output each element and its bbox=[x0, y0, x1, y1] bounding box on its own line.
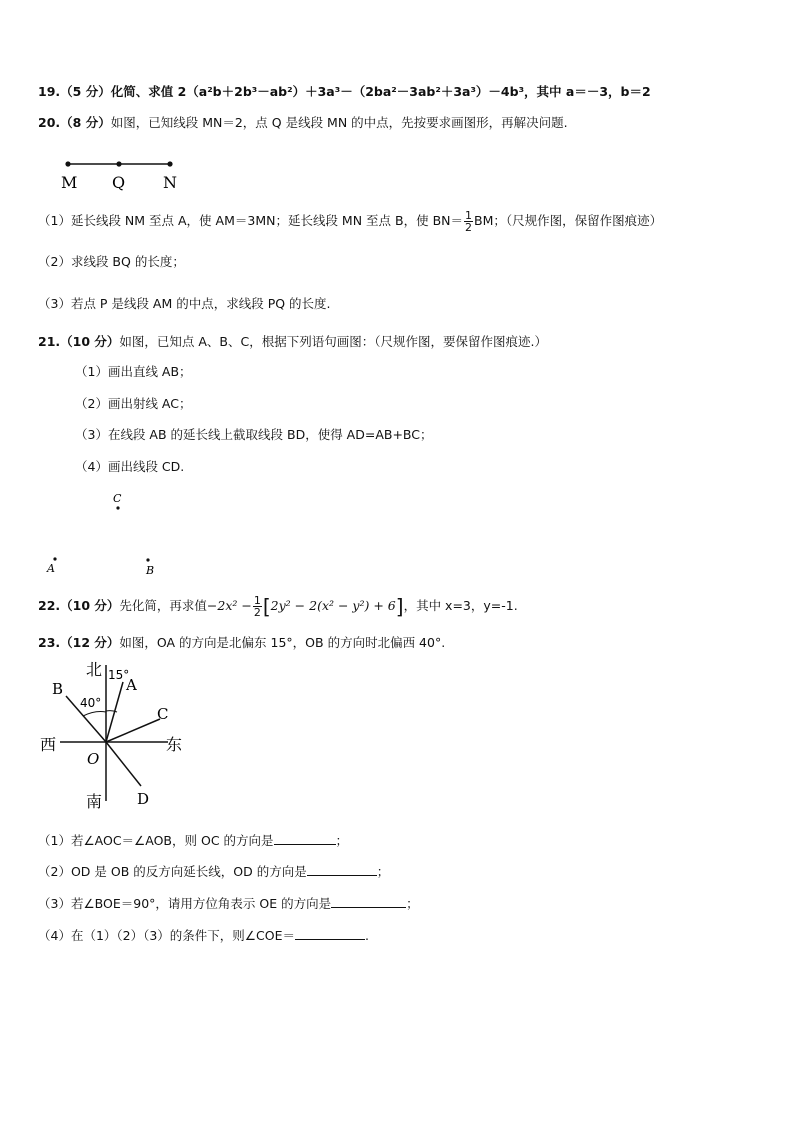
q22-right-bracket: ] bbox=[395, 594, 404, 619]
point-q-dot bbox=[116, 161, 121, 166]
label-n: N bbox=[163, 173, 177, 192]
question-20 bbox=[38, 114, 568, 132]
question-21 bbox=[38, 333, 547, 351]
ray-oa bbox=[106, 682, 123, 742]
question-22 bbox=[38, 595, 518, 618]
q23-answer-blank-4[interactable] bbox=[295, 927, 365, 940]
q21-item-3: （3）在线段 AB 的延长线上截取线段 BD，使得 AD=AB+BC； bbox=[75, 427, 433, 442]
q22-expr-a: −2x² − bbox=[206, 598, 252, 613]
ray-od bbox=[106, 742, 141, 786]
q22-fraction bbox=[253, 595, 262, 618]
q20-part-2: （2）求线段 BQ 的长度； bbox=[38, 254, 185, 269]
label-c: C bbox=[113, 492, 122, 505]
q20-score: （8 分） bbox=[60, 115, 111, 130]
label-ray-b: B bbox=[52, 680, 64, 698]
label-west: 西 bbox=[40, 735, 57, 754]
q20-part-3: （3）若点 P 是线段 AM 的中点，求线段 PQ 的长度. bbox=[38, 296, 331, 311]
q20-p1-prefix: （1）延长线段 NM 至点 A，使 AM＝3MN；延长线段 MN 至点 B，使 BN＝ bbox=[38, 213, 463, 228]
q23-item-2-end: ； bbox=[376, 864, 390, 879]
point-a-dot bbox=[53, 557, 56, 560]
label-a: A bbox=[47, 562, 55, 575]
question-19 bbox=[38, 83, 651, 101]
label-origin-o: O bbox=[87, 750, 100, 768]
q23-answer-blank-1[interactable] bbox=[274, 832, 336, 845]
q23-number: 23. bbox=[38, 635, 61, 650]
q23-item-3-end: ； bbox=[406, 896, 419, 911]
q22-frac-den: 2 bbox=[253, 606, 261, 619]
q21-item-4: （4）画出线段 CD. bbox=[75, 459, 185, 474]
q23-text: 如图，OA 的方向是北偏东 15°，OB 的方向时北偏西 40°. bbox=[119, 635, 446, 650]
q19-text: 化简、求值 2（a²b＋2b³－ab²）＋3a³－（2ba²－3ab²＋3a³）－4b³，其中 a＝－3，b＝2 bbox=[110, 84, 651, 99]
angle-arc-40 bbox=[83, 712, 106, 717]
label-angle-40: 40° bbox=[80, 696, 102, 710]
label-ray-c: C bbox=[157, 705, 169, 723]
label-angle-15: 15° bbox=[108, 668, 130, 682]
q20-p1-frac-den: 2 bbox=[465, 221, 472, 234]
q20-number: 20. bbox=[38, 115, 61, 130]
q20-p1-suffix: BM；（尺规作图，保留作图痕迹） bbox=[474, 213, 663, 228]
label-ray-a: A bbox=[126, 676, 137, 694]
q21-number: 21. bbox=[38, 334, 61, 349]
question-23 bbox=[38, 634, 445, 652]
q23-score: （12 分） bbox=[60, 635, 120, 650]
point-m-dot bbox=[65, 161, 70, 166]
point-n-dot bbox=[167, 161, 172, 166]
label-b: B bbox=[146, 564, 155, 577]
q22-frac-num: 1 bbox=[253, 594, 261, 607]
q20-p1-frac-num: 1 bbox=[465, 209, 472, 222]
q23-item-2 bbox=[38, 863, 389, 881]
q23-item-1-end: ； bbox=[335, 833, 349, 848]
q22-expr-b: 2y² − 2(x² − y²) + 6 bbox=[270, 598, 396, 613]
label-ray-d: D bbox=[137, 790, 150, 808]
q21-score: （10 分） bbox=[60, 334, 120, 349]
segment-mn-figure bbox=[55, 155, 195, 195]
q23-item-1 bbox=[38, 832, 348, 850]
q20-p1-fraction bbox=[464, 210, 473, 233]
q23-item-4 bbox=[38, 927, 369, 945]
point-c-dot bbox=[116, 506, 119, 509]
q23-item-4-end: . bbox=[364, 928, 369, 943]
label-m: M bbox=[61, 173, 78, 192]
label-east: 东 bbox=[166, 735, 183, 754]
q20-text: 如图，已知线段 MN＝2，点 Q 是线段 MN 的中点，先按要求画图形，再解决问题. bbox=[110, 115, 568, 130]
direction-diagram bbox=[38, 655, 198, 815]
q20-part-1 bbox=[38, 210, 662, 233]
points-abc-figure bbox=[40, 488, 170, 578]
q21-text: 如图，已知点 A、B、C，根据下列语句画图：（尺规作图，要保留作图痕迹.） bbox=[119, 334, 547, 349]
q21-item-1: （1）画出直线 AB； bbox=[75, 364, 192, 379]
q23-answer-blank-2[interactable] bbox=[307, 863, 377, 876]
q22-score: （10 分） bbox=[60, 598, 120, 613]
q23-item-4-text: （4）在（1）（2）（3）的条件下，则∠COE＝ bbox=[38, 928, 295, 943]
label-q: Q bbox=[112, 173, 126, 192]
q23-item-2-text: （2）OD 是 OB 的反方向延长线，OD 的方向是 bbox=[38, 864, 307, 879]
q22-pre: 先化简，再求值 bbox=[119, 598, 207, 613]
q22-number: 22. bbox=[38, 598, 61, 613]
q23-item-3 bbox=[38, 895, 419, 913]
q22-left-bracket: [ bbox=[262, 594, 271, 619]
q21-item-2: （2）画出射线 AC； bbox=[75, 396, 192, 411]
q23-item-1-text: （1）若∠AOC＝∠AOB，则 OC 的方向是 bbox=[38, 833, 274, 848]
ray-oc bbox=[106, 719, 160, 742]
q22-post: ，其中 x=3，y=-1. bbox=[403, 598, 518, 613]
label-north: 北 bbox=[86, 660, 103, 679]
q23-answer-blank-3[interactable] bbox=[331, 895, 406, 908]
q23-item-3-text: （3）若∠BOE＝90°，请用方位角表示 OE 的方向是 bbox=[38, 896, 332, 911]
q19-score: （5 分） bbox=[60, 84, 111, 99]
point-b-dot bbox=[146, 558, 149, 561]
q19-number: 19. bbox=[38, 84, 61, 99]
label-south: 南 bbox=[86, 792, 103, 811]
